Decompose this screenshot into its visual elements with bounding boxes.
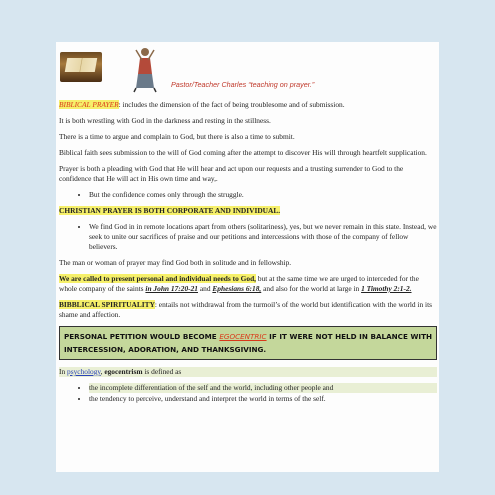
callout-pre: PERSONAL PETITION WOULD BECOME [64, 332, 220, 341]
header-caption: Pastor/Teacher Charles “teaching on prayer.” [171, 80, 315, 89]
psych-mid: , [100, 367, 105, 376]
paragraph-prayer-pleading: Prayer is both a pleading with God that He will hear and act upon our requests and a trusting surrender to God to the confidence that He will act in His own time and way,. [59, 164, 404, 183]
page-header [56, 42, 439, 97]
psychology-link[interactable]: psychology [67, 367, 101, 376]
paragraph-psychology [59, 367, 437, 377]
praying-figure-icon [132, 44, 158, 94]
bullet-list-1 [59, 190, 437, 200]
spirituality-text: : entails not withdrawal from the turmoil’s of the world but identification with the world in its shame and affection. [59, 300, 433, 319]
list-item: • the tendency to perceive, understand and interpret the world in terms of the self. [89, 394, 437, 404]
psych-pre: In [59, 367, 68, 376]
scripture-ref-john: in John 17:20-21 [145, 284, 198, 293]
paragraph-biblical-faith: Biblical faith sees submission to the will of God coming after the attempt to discover His will through heartfelt supplication. [59, 148, 427, 157]
egocentric-link[interactable]: EGOCENTRIC [219, 332, 267, 341]
paragraph-called-to-present [59, 274, 437, 294]
paragraph-time-to-argue: There is a time to argue and complain to God, but there is also a time to submit. [59, 132, 295, 141]
paragraph-wrestling: It is both wrestling with God in the darkness and resting in the stillness. [59, 116, 271, 125]
biblical-prayer-text: : includes the dimension of the fact of being troublesome and of submission. [118, 100, 345, 109]
heading-corporate-individual [59, 206, 437, 216]
statement-text: but at the same time we are urged to interceded for the whole company of the saints [59, 274, 419, 293]
document-page [56, 42, 439, 472]
bullet-list-2 [59, 222, 437, 252]
callout-post: IF IT WERE NOT HELD IN BALANCE WITH INTERCESSION, ADORATION, AND THANKSGIVING. [64, 332, 432, 354]
biblical-prayer-term: BIBLICAL PRAYER [59, 100, 119, 109]
bullet-list-3 [59, 383, 437, 404]
spirituality-term: BIBBLICAL SPIRITUALITY [59, 300, 155, 309]
open-bible-icon [60, 52, 102, 82]
list-item: • the incomplete differentiation of the self and the world, including other people and [89, 383, 437, 393]
paragraph-spirituality [59, 300, 437, 320]
egocentrism-term: egocentrism [104, 367, 143, 376]
callout-box [59, 326, 437, 360]
paragraph-man-or-woman: The man or woman of prayer may find God both in solitude and in fellowship. [59, 258, 292, 267]
psych-post: is defined as [142, 367, 182, 376]
statement-tail: and also for the world at large in [261, 284, 362, 293]
list-item: • But the confidence comes only through the struggle. [89, 190, 437, 200]
scripture-ref-timothy: 1 Timothy 2:1-2. [361, 284, 412, 293]
list-item: • We find God in in remote locations apart from others (solitariness), yes, but we never remain in this state. Instead, we seek to unite our sacrifices of praise and our petitions and intercessions with those of the company of fellow believers. [89, 222, 437, 252]
document-body [59, 100, 437, 410]
scripture-ref-ephesians: Ephesians 6:18, [212, 284, 262, 293]
paragraph-biblical-prayer [59, 100, 437, 110]
heading-text: CHRISTIAN PRAYER IS BOTH CORPORATE AND INDIVIDUAL. [59, 206, 281, 215]
highlighted-statement: We are called to present personal and individual needs to God, [59, 274, 257, 283]
and-text: and [198, 284, 213, 293]
